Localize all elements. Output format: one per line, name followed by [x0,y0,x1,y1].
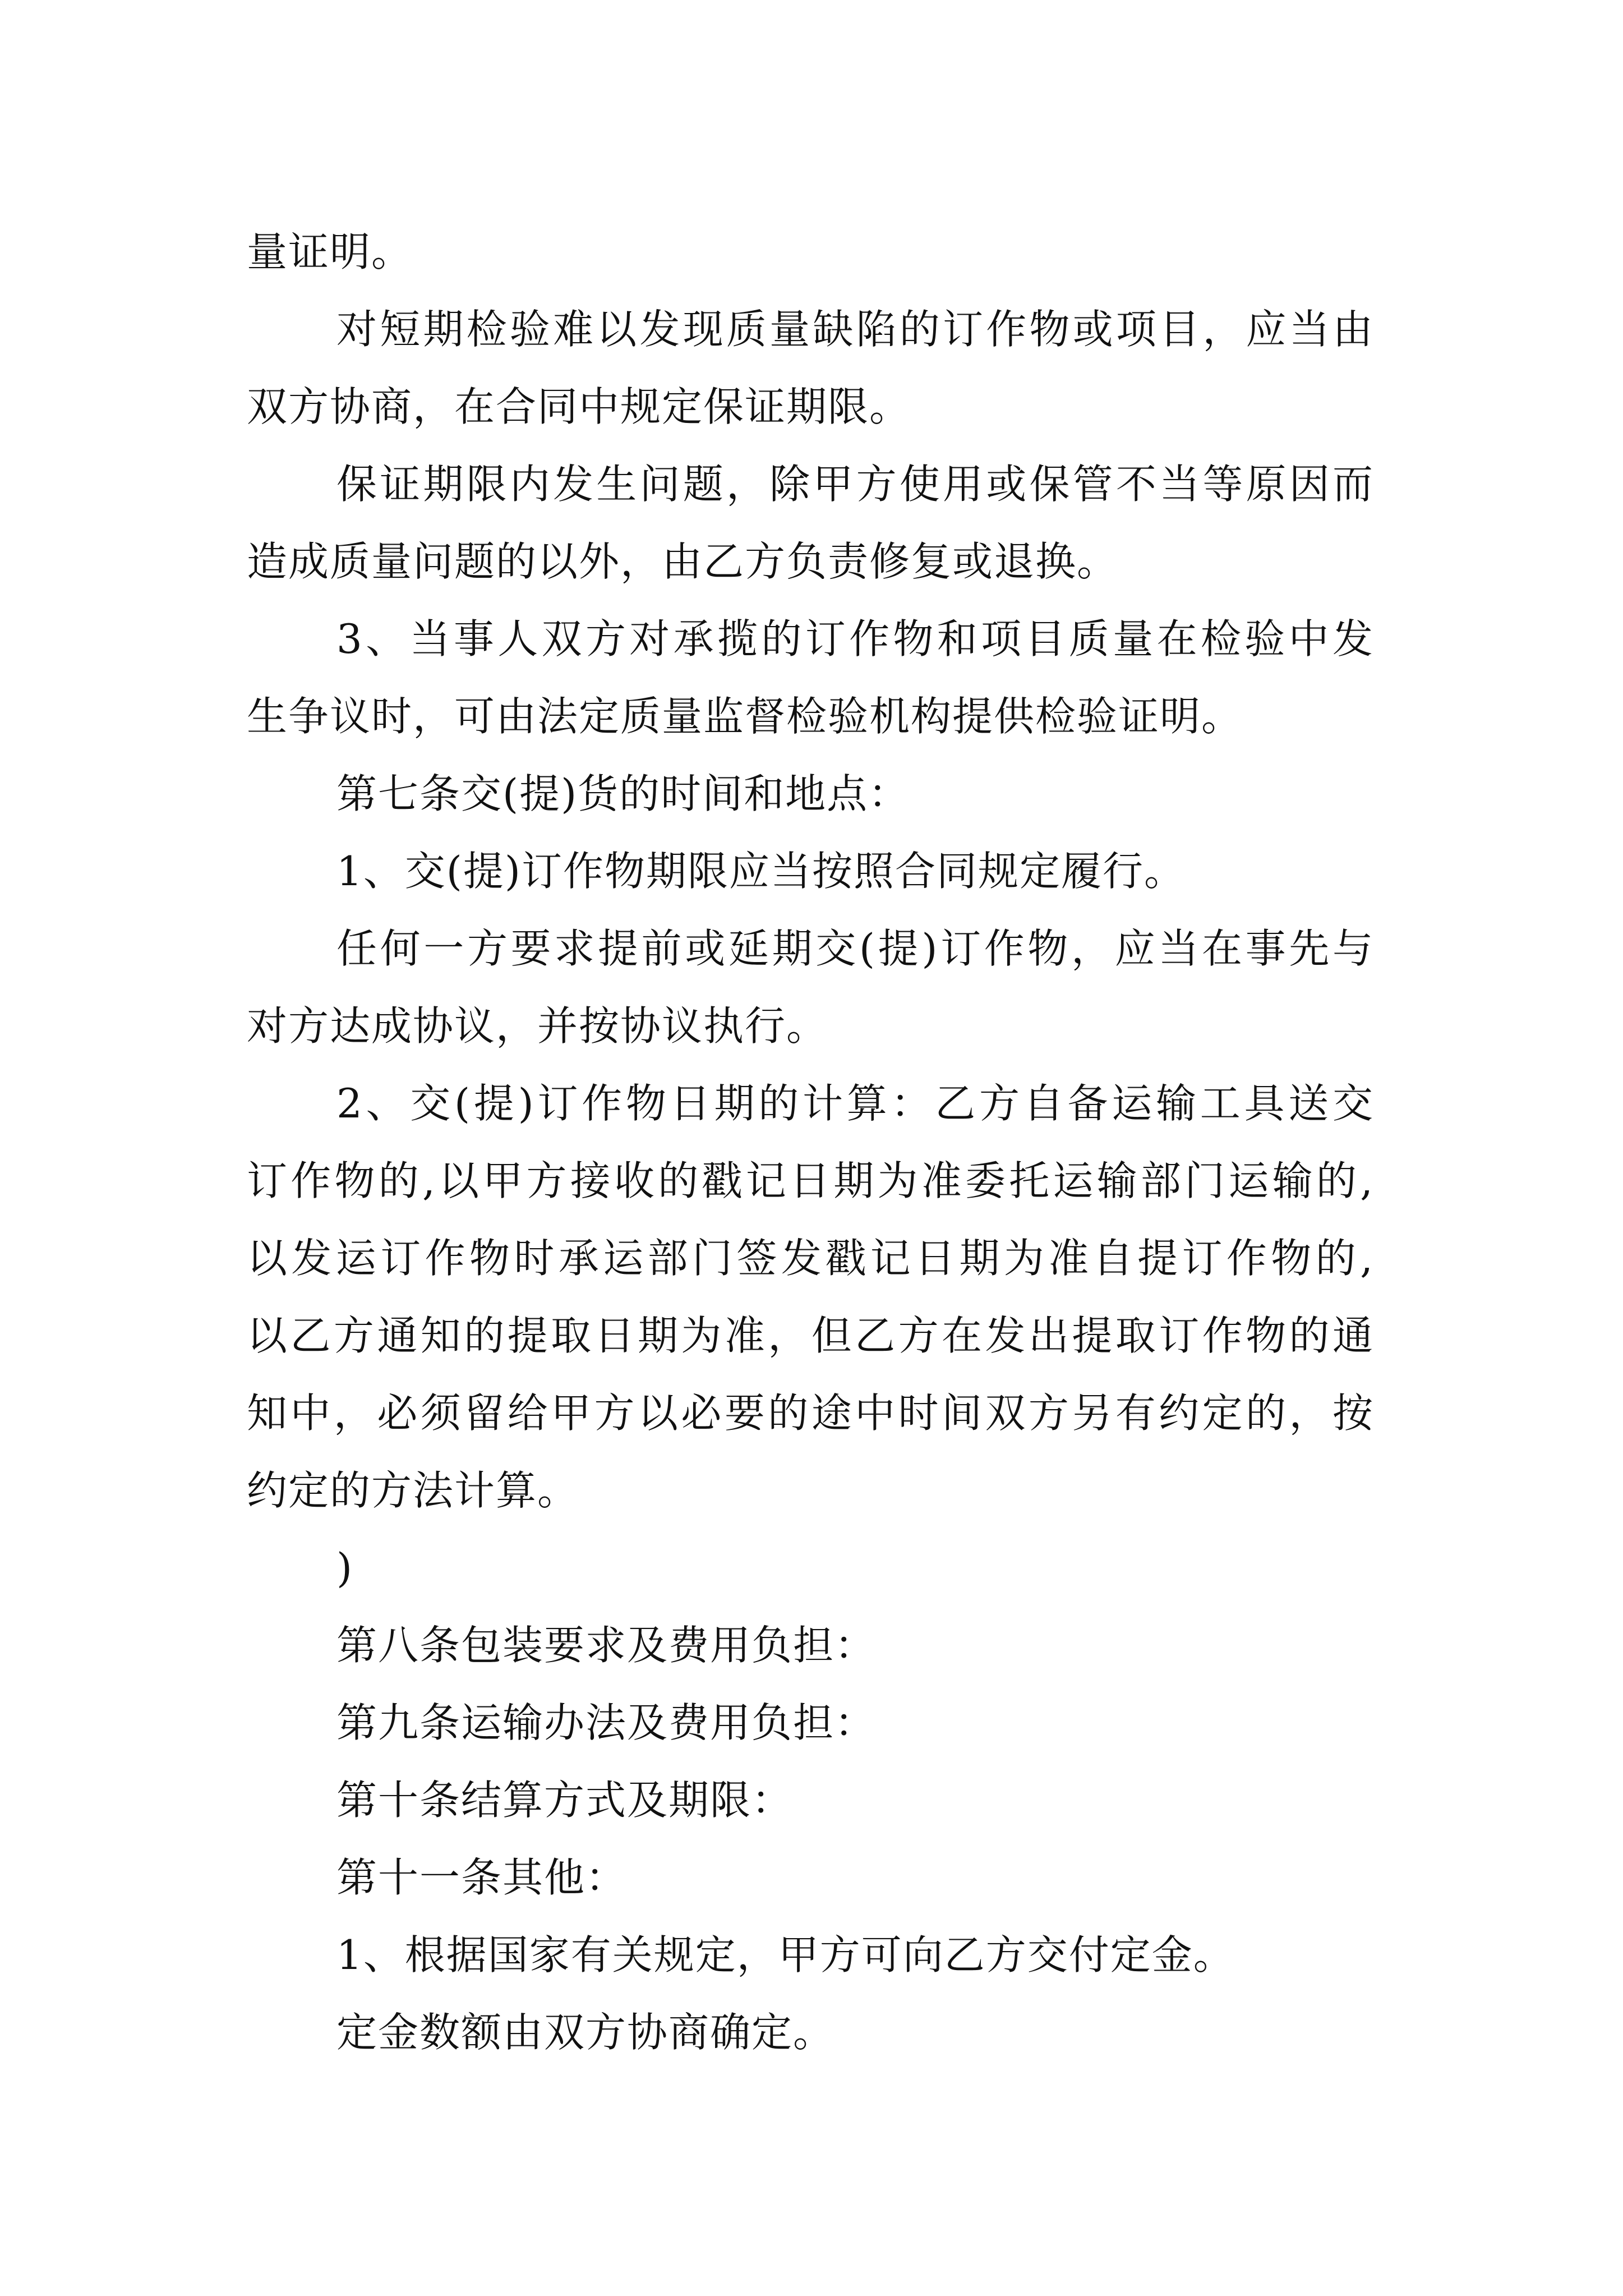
text-line-22: 第十一条其他： [336,1854,628,1901]
text-line-2: 对短期检验难以发现质量缺陷的订作物或项目，应当由 [336,306,1374,353]
text-line-4: 保证期限内发生问题，除甲方使用或保管不当等原因而 [336,461,1374,508]
text-line-15: 以乙方通知的提取日期为准，但乙方在发出提取订作物的通 [247,1312,1374,1359]
document-body [247,213,1396,2071]
text-line-11: 对方达成协议，并按协议执行。 [247,1002,828,1050]
text-line-10: 任何一方要求提前或延期交(提)订作物，应当在事先与 [336,925,1374,972]
text-line-6: 3、当事人双方对承揽的订作物和项目质量在检验中发 [336,615,1374,662]
text-line-5: 造成质量问题的以外，由乙方负责修复或退换。 [247,538,1119,585]
text-line-1: 量证明。 [247,228,413,275]
text-line-20: 第九条运输办法及费用负担： [336,1699,877,1746]
text-line-8: 第七条交(提)货的时间和地点： [336,770,910,817]
text-line-21: 第十条结算方式及期限： [336,1777,794,1824]
text-line-9: 1、交(提)订作物期限应当按照合同规定履行。 [336,848,1186,895]
text-line-3: 双方协商，在合同中规定保证期限。 [247,383,911,430]
text-line-17: 约定的方法计算。 [247,1467,579,1514]
text-line-14: 以发运订作物时承运部门签发戳记日期为准自提订作物的, [247,1235,1374,1282]
text-line-16: 知中，必须留给甲方以必要的途中时间双方另有约定的，按 [247,1389,1374,1437]
text-line-23: 1、根据国家有关规定，甲方可向乙方交付定金。 [336,1931,1235,1978]
text-line-12: 2、交(提)订作物日期的计算：乙方自备运输工具送交 [336,1080,1374,1127]
text-line-7: 生争议时，可由法定质量监督检验机构提供检验证明。 [247,693,1243,740]
text-line-13: 订作物的,以甲方接收的戳记日期为准委托运输部门运输的, [247,1157,1374,1204]
text-line-19: 第八条包装要求及费用负担： [336,1622,877,1669]
text-line-24: 定金数额由双方协商确定。 [336,2009,835,2056]
text-line-18: ) [336,1544,354,1591]
